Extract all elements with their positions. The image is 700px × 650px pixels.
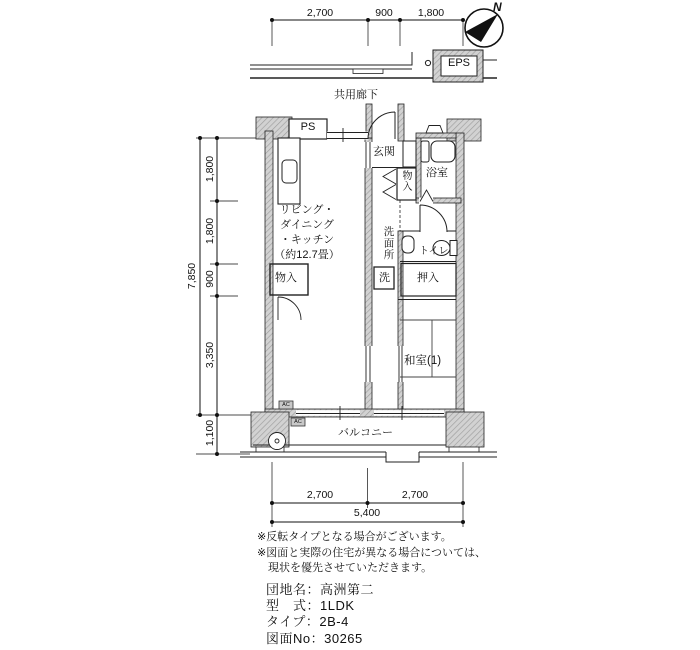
footnote-line: 現状を優先させていただきます。 (257, 562, 433, 574)
property-info (266, 582, 374, 647)
dim-left-balcony: 1,100 (204, 419, 216, 447)
eps-label: EPS (447, 57, 470, 69)
dimension-top (271, 19, 465, 47)
dim-left-total: 7,850 (186, 262, 198, 290)
ac-label-2: AC (294, 418, 302, 425)
footnote-line: ※図面と実際の住宅が異なる場合については、 (257, 546, 486, 559)
toilet-label: トイレ (419, 246, 449, 257)
footnotes (257, 530, 486, 577)
compass-north-label: N (493, 0, 502, 14)
info-drawing-no: 図面No：30265 (266, 630, 363, 646)
dim-bottom-2: 2,700 (401, 489, 429, 501)
hall-closet-label: 物入 (400, 170, 411, 192)
ldk-label (262, 203, 352, 263)
oshiire-label: 押入 (417, 272, 439, 284)
ldk-label-line3: ・キッチン (279, 234, 335, 246)
dim-top-1: 2,700 (306, 7, 334, 19)
washroom-label: 洗面所 (382, 226, 395, 261)
ps-label: PS (300, 121, 316, 133)
dim-bottom-total: 5,400 (353, 507, 381, 519)
ldk-label-line4: （約12.7畳） (274, 249, 340, 261)
ldk-label-line2: ダイニング (279, 219, 335, 231)
dim-left-4: 3,350 (204, 341, 216, 369)
balcony-label: バルコニー (338, 427, 393, 439)
ldk-label-line1: リビング・ (279, 204, 335, 216)
ac-label-1: AC (282, 401, 290, 408)
washitsu-label: 和室(1) (404, 355, 442, 367)
info-danchi-name: 団地名：高洲第二 (266, 582, 375, 597)
dim-left-1: 1,800 (204, 155, 216, 183)
info-type: 型 式：1LDK (266, 598, 355, 614)
footnote-line: ※反転タイプとなる場合がございます。 (257, 531, 452, 543)
genkan-label: 玄関 (373, 146, 395, 158)
corridor-label: 共用廊下 (334, 89, 378, 101)
north-compass-icon (465, 9, 503, 47)
dim-left-2: 1,800 (204, 217, 216, 245)
dim-top-3: 1,800 (417, 7, 445, 19)
bathroom-label: 浴室 (426, 167, 448, 179)
dim-left-3: 900 (204, 270, 216, 288)
info-plan-type: タイプ：2B-4 (266, 614, 349, 630)
ldk-closet-label: 物入 (275, 272, 297, 284)
dim-top-2: 900 (375, 7, 393, 19)
dim-bottom-1: 2,700 (306, 489, 334, 501)
washer-label: 洗 (379, 272, 390, 284)
